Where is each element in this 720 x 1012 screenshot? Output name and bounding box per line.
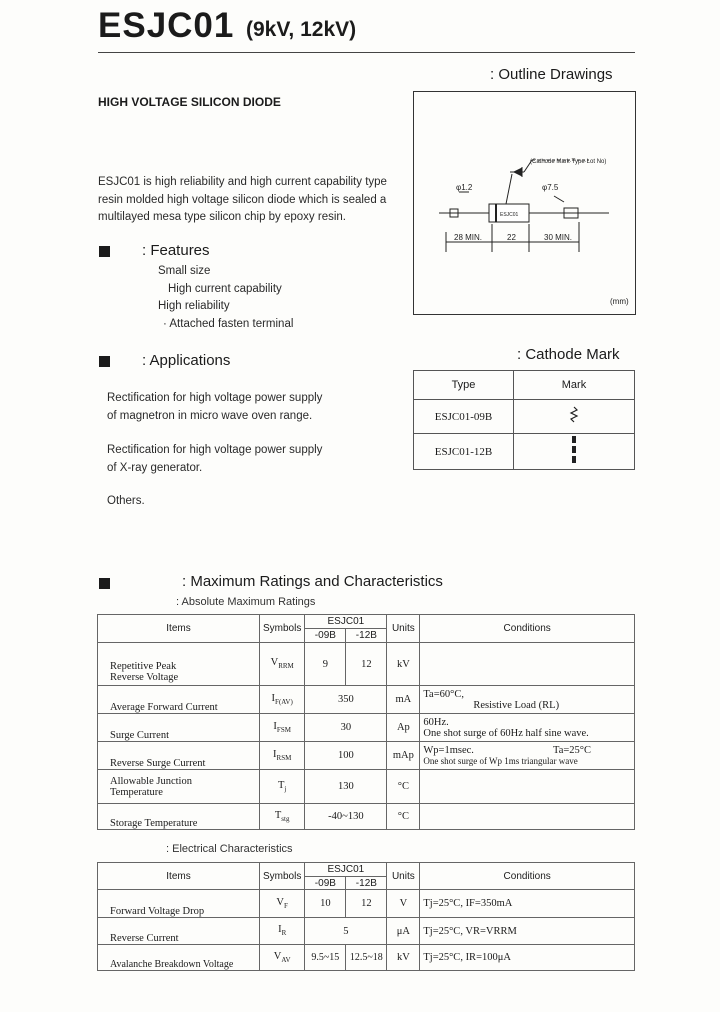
unit: mA	[387, 686, 420, 714]
item-label: Reverse Surge Current	[98, 742, 260, 770]
application-line: of X-ray generator.	[107, 461, 203, 474]
unit: kV	[387, 643, 420, 686]
condition: Ta=60°C,	[423, 688, 464, 700]
unit: Ap	[387, 714, 420, 742]
col-conditions: Conditions	[420, 615, 635, 643]
col-items: Items	[98, 863, 260, 890]
value: -40~130	[305, 804, 387, 830]
len-right-label: 30 MIN.	[544, 233, 573, 242]
application-para-2	[107, 442, 322, 477]
value-12b: 12	[346, 890, 387, 918]
cathode-annotation: (Cathode Mark·Type·Lot No)	[530, 159, 607, 165]
cathode-mark-cell	[514, 400, 635, 434]
symbol: V	[273, 950, 282, 962]
cathode-mark-cell	[514, 434, 635, 470]
datasheet-title: ESJC01	[98, 6, 235, 45]
lead-diameter-label: φ1.2	[456, 183, 473, 192]
condition: One shot surge of Wp 1ms triangular wave	[423, 756, 578, 766]
cathode-col-mark: Mark	[514, 371, 635, 400]
description-line: multilayed mesa type silicon chip by epoxy resin.	[98, 211, 347, 223]
wavy-mark-icon	[568, 405, 580, 425]
symbol-sub: F	[284, 902, 288, 911]
condition: Ta=25°C	[553, 745, 591, 756]
symbol-sub: RSM	[276, 754, 292, 763]
symbol-sub: RRM	[278, 662, 294, 671]
col-12b: -12B	[346, 629, 387, 643]
col-09b: -09B	[305, 877, 346, 890]
col-09b: -09B	[305, 629, 346, 643]
feature-item: Small size	[158, 265, 211, 277]
value: 130	[305, 770, 387, 804]
symbol: T	[277, 779, 285, 791]
symbol: I	[273, 748, 277, 760]
item-label: Forward Voltage Drop	[98, 890, 260, 918]
condition: Tj=25°C, IF=350mA	[420, 890, 635, 918]
condition: Wp=1msec.	[423, 745, 474, 756]
col-symbols: Symbols	[260, 615, 305, 643]
value-12b: 12.5~18	[346, 945, 387, 971]
table-row	[98, 770, 635, 804]
feature-item: High reliability	[158, 300, 230, 312]
symbol: V	[276, 896, 285, 908]
application-para-1	[107, 390, 322, 425]
condition: 60Hz.	[423, 716, 449, 728]
header-divider	[98, 52, 635, 53]
item-label: Reverse Voltage	[110, 672, 179, 683]
application-line: Rectification for high voltage power supply	[107, 444, 323, 456]
feature-item: · Attached fasten terminal	[163, 318, 294, 330]
symbol: I	[271, 692, 276, 704]
symbol: I	[278, 924, 282, 936]
col-12b: -12B	[346, 877, 387, 890]
electrical-subtitle: : Electrical Characteristics	[166, 843, 293, 855]
unit: °C	[387, 770, 420, 804]
item-label: Repetitive Peak	[110, 661, 177, 672]
value-09b: 9	[305, 643, 346, 686]
outline-drawing-box	[413, 91, 636, 315]
value: 30	[305, 714, 387, 742]
cathode-col-type: Type	[414, 371, 514, 400]
datasheet-subtitle: (9kV, 12kV)	[246, 18, 357, 41]
item-label: Temperature	[110, 786, 163, 798]
cathode-type-cell: ESJC01-09B	[414, 400, 514, 434]
table-row	[98, 714, 635, 742]
value-09b: 9.5~15	[305, 945, 346, 971]
condition: One shot surge of 60Hz half sine wave.	[423, 727, 589, 739]
application-para-3: Others.	[107, 495, 145, 507]
bar-mark-icon	[570, 435, 578, 465]
features-title: : Features	[142, 242, 210, 259]
condition: Resistive Load (RL)	[473, 699, 560, 711]
feature-item: High current capability	[168, 283, 282, 295]
item-label: Allowable Junction	[110, 775, 192, 787]
symbol-sub: FSM	[276, 726, 291, 735]
value: 100	[305, 742, 387, 770]
item-label: Average Forward Current	[98, 686, 260, 714]
symbol: V	[270, 657, 279, 669]
item-label: Surge Current	[98, 714, 260, 742]
value: 350	[305, 686, 387, 714]
application-line: Rectification for high voltage power supply	[107, 392, 323, 404]
table-row	[98, 804, 635, 830]
applications-title: : Applications	[142, 352, 231, 369]
unit: mAp	[387, 742, 420, 770]
cathode-type-cell: ESJC01-12B	[414, 434, 514, 470]
table-row	[98, 643, 635, 686]
cathode-table	[413, 370, 635, 470]
electrical-table	[97, 862, 635, 971]
col-symbols: Symbols	[260, 863, 305, 890]
col-items: Items	[98, 615, 260, 643]
features-bullet	[99, 246, 110, 257]
description	[98, 174, 387, 227]
symbol: I	[273, 720, 277, 732]
table-row	[98, 686, 635, 714]
col-units: Units	[387, 863, 420, 890]
len-left-label: 28 MIN.	[454, 233, 483, 242]
diode-outline-drawing	[414, 92, 635, 314]
unit: °C	[387, 804, 420, 830]
symbol: T	[274, 809, 282, 821]
application-line: of magnetron in micro wave oven range.	[107, 409, 313, 422]
unit-label: (mm)	[610, 297, 629, 306]
col-conditions: Conditions	[420, 863, 635, 890]
ratings-bullet	[99, 578, 110, 589]
table-row	[98, 918, 635, 945]
symbol-sub: R	[281, 929, 287, 938]
ratings-title: : Maximum Ratings and Characteristics	[182, 573, 443, 590]
ratings-subtitle: : Absolute Maximum Ratings	[176, 596, 316, 608]
table-row	[98, 742, 635, 770]
condition	[420, 643, 635, 686]
unit: μA	[387, 918, 420, 945]
symbol-sub: AV	[281, 956, 291, 965]
description-line: resin molded high voltage silicon diode which is sealed a	[98, 193, 387, 206]
value: 5	[305, 918, 387, 945]
symbol-sub: stg	[281, 815, 290, 824]
unit: kV	[387, 945, 420, 971]
condition: Tj=25°C, IR=100μA	[420, 945, 635, 971]
doc-heading: HIGH VOLTAGE SILICON DIODE	[98, 95, 281, 109]
item-label: Storage Temperature	[98, 804, 260, 830]
unit: V	[387, 890, 420, 918]
col-device: ESJC01	[305, 615, 387, 629]
symbol-sub: F(AV)	[275, 698, 293, 707]
col-units: Units	[387, 615, 420, 643]
symbol-sub: j	[284, 785, 287, 794]
value-12b: 12	[346, 643, 387, 686]
outline-title: : Outline Drawings	[490, 66, 613, 83]
max-ratings-table	[97, 614, 635, 830]
body-diameter-label: φ7.5	[542, 183, 559, 192]
description-line: ESJC01 is high reliability and high current capability type	[98, 176, 387, 188]
item-label: Avalanche Breakdown Voltage	[98, 945, 260, 971]
item-label: Reverse Current	[98, 918, 260, 945]
len-mid-label: 22	[507, 233, 516, 242]
col-device: ESJC01	[305, 863, 387, 877]
value-09b: 10	[305, 890, 346, 918]
table-row	[98, 890, 635, 918]
applications-bullet	[99, 356, 110, 367]
cathode-title: : Cathode Mark	[517, 346, 620, 363]
body-marking: ESJC01	[500, 212, 519, 218]
table-row	[98, 945, 635, 971]
condition: Tj=25°C, VR=VRRM	[420, 918, 635, 945]
